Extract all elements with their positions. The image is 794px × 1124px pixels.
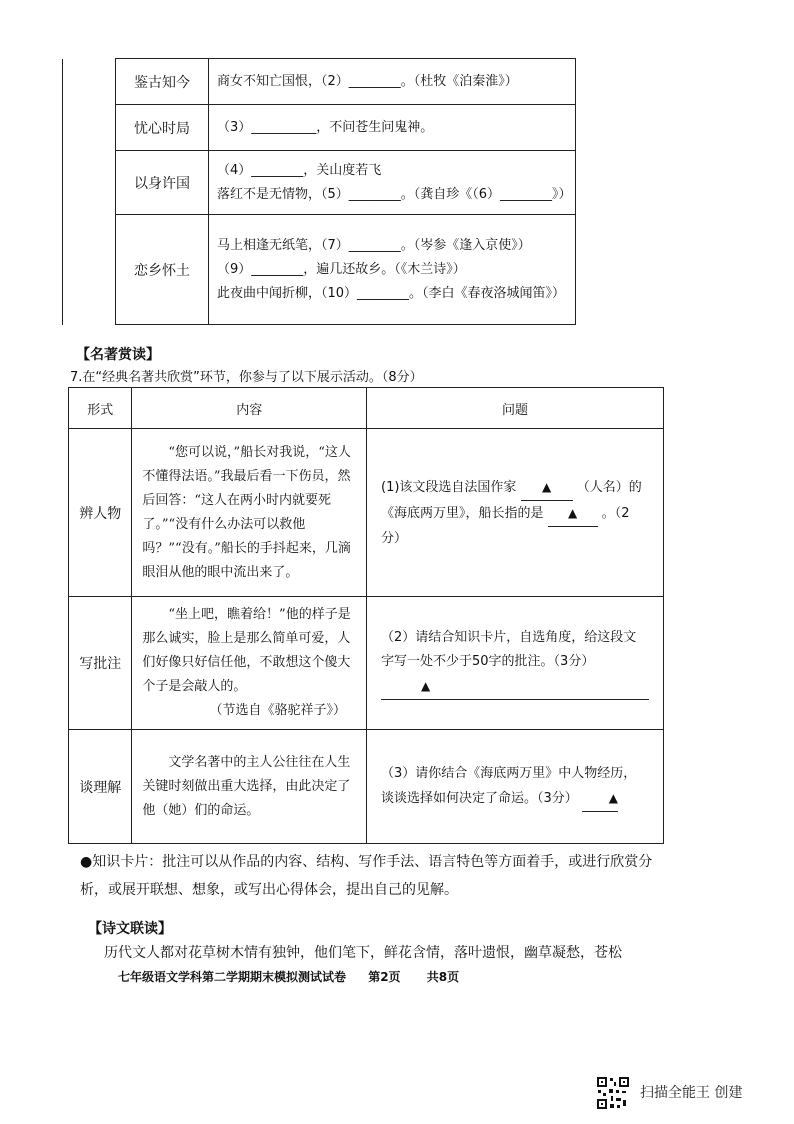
excerpt-text: “坐上吧，瞧着给！”他的样子是那么诚实，脸上是那么简单可爱，人们好像只好信任他，不敢想这个傻大个子是会敲人的。 <box>142 607 351 694</box>
reading-table <box>68 387 664 844</box>
header-form: 形式 <box>69 388 132 429</box>
question-7-prompt: 7.在“经典名著共欣赏”环节，你参与了以下展示活动。（8分） <box>70 370 423 385</box>
answer-blank[interactable] <box>582 786 618 812</box>
row-form: 辨人物 <box>69 429 132 597</box>
footer-title: 七年级语文学科第二学期期末模拟测试试卷 <box>118 970 347 984</box>
question-text: (1)该文段选自法国作家 <box>381 479 517 495</box>
question-text: （2）请结合知识卡片，自选角度，给这段文字写一处不少于50字的批注。（3分） <box>381 630 637 669</box>
table-row <box>69 597 664 730</box>
blank-column <box>63 59 116 325</box>
excerpt-source: （节选自《骆驼祥子》） <box>209 703 346 718</box>
row-category: 恋乡怀土 <box>116 215 209 325</box>
header-question: 问题 <box>367 388 664 429</box>
content-line: （3）__________，不问苍生问鬼神。 <box>217 119 434 135</box>
content-line: 商女不知亡国恨，（2）________。（杜牧《泊秦淮》） <box>217 73 518 89</box>
answer-blank[interactable] <box>548 501 598 527</box>
row-question <box>367 597 664 730</box>
header-content: 内容 <box>132 388 367 429</box>
row-form: 谈理解 <box>69 730 132 844</box>
answer-blank[interactable] <box>521 475 573 501</box>
footer-total: 共8页 <box>426 970 460 984</box>
row-content <box>209 215 576 325</box>
footer-page: 第2页 <box>368 970 401 984</box>
row-excerpt: 文学名著中的主人公往往在人生关键时刻做出重大选择，由此决定了他（她）们的命运。 <box>132 730 367 844</box>
content-line: （9）________，遍几还故乡。（《木兰诗》） <box>217 261 466 277</box>
row-excerpt <box>132 597 367 730</box>
triangle-icon: ▲ <box>421 679 431 693</box>
table-header-row <box>69 388 664 429</box>
poetry-table <box>62 58 576 325</box>
triangle-icon: ▲ <box>541 479 552 494</box>
question-text: （人名）的《海底两万里》，船长指的是 <box>381 479 642 521</box>
row-category: 鉴古知今 <box>116 59 209 105</box>
row-content <box>209 151 576 215</box>
triangle-icon: ▲ <box>608 790 618 805</box>
question-text: （3）请你结合《海底两万里》中人物经历，谈谈选择如何决定了命运。（3分） <box>381 765 637 806</box>
content-line: 落红不是无情物，（5）________。（龚自珍《（6）________》） <box>217 186 572 202</box>
qr-code-icon <box>596 1076 630 1110</box>
poetry-intro: 历代文人都对花草树木情有独钟，他们笔下，鲜花含情，落叶遗恨，幽草凝愁，苍松 <box>104 945 622 961</box>
knowledge-card: ●知识卡片：批注可以从作品的内容、结构、写作手法、语言特色等方面着手，或进行欣赏分析，或展开联想、想象，或写出心得体会，提出自己的见解。 <box>80 854 653 898</box>
section-heading-poetry: 【诗文联读】 <box>88 921 172 937</box>
table-row <box>69 730 664 844</box>
content-line: （4）________，关山度若飞 <box>217 162 382 178</box>
content-line: 马上相逢无纸笔，（7）________。（岑参《逢入京使》） <box>217 237 531 253</box>
row-question <box>367 730 664 844</box>
poetry-row <box>63 59 576 105</box>
row-form: 写批注 <box>69 597 132 730</box>
question-text: 。（2分） <box>381 505 630 546</box>
row-question <box>367 429 664 597</box>
poetry-row <box>63 105 576 151</box>
row-content <box>209 59 576 105</box>
row-category: 以身许国 <box>116 151 209 215</box>
table-row <box>69 429 664 597</box>
scanner-watermark: 扫描全能王 创建 <box>640 1085 743 1101</box>
row-excerpt: “您可以说，”船长对我说，“这人不懂得法语。”我最后看一下伤员，然后回答：“这人在两小时内就要死了。”“没有什么办法可以救他吗？”“没有。”船长的手抖起来，几滴眼泪从他的眼中流出来了。 <box>132 429 367 597</box>
poetry-row <box>63 215 576 325</box>
row-content <box>209 105 576 151</box>
row-category: 忧心时局 <box>116 105 209 151</box>
page-footer <box>118 968 459 985</box>
section-heading-classics: 【名著赏读】 <box>76 347 160 363</box>
answer-line[interactable] <box>381 674 649 700</box>
triangle-icon: ▲ <box>568 505 578 520</box>
content-line: 此夜曲中闻折柳，（10）________。（李白《春夜洛城闻笛》） <box>217 285 566 301</box>
poetry-row <box>63 151 576 215</box>
